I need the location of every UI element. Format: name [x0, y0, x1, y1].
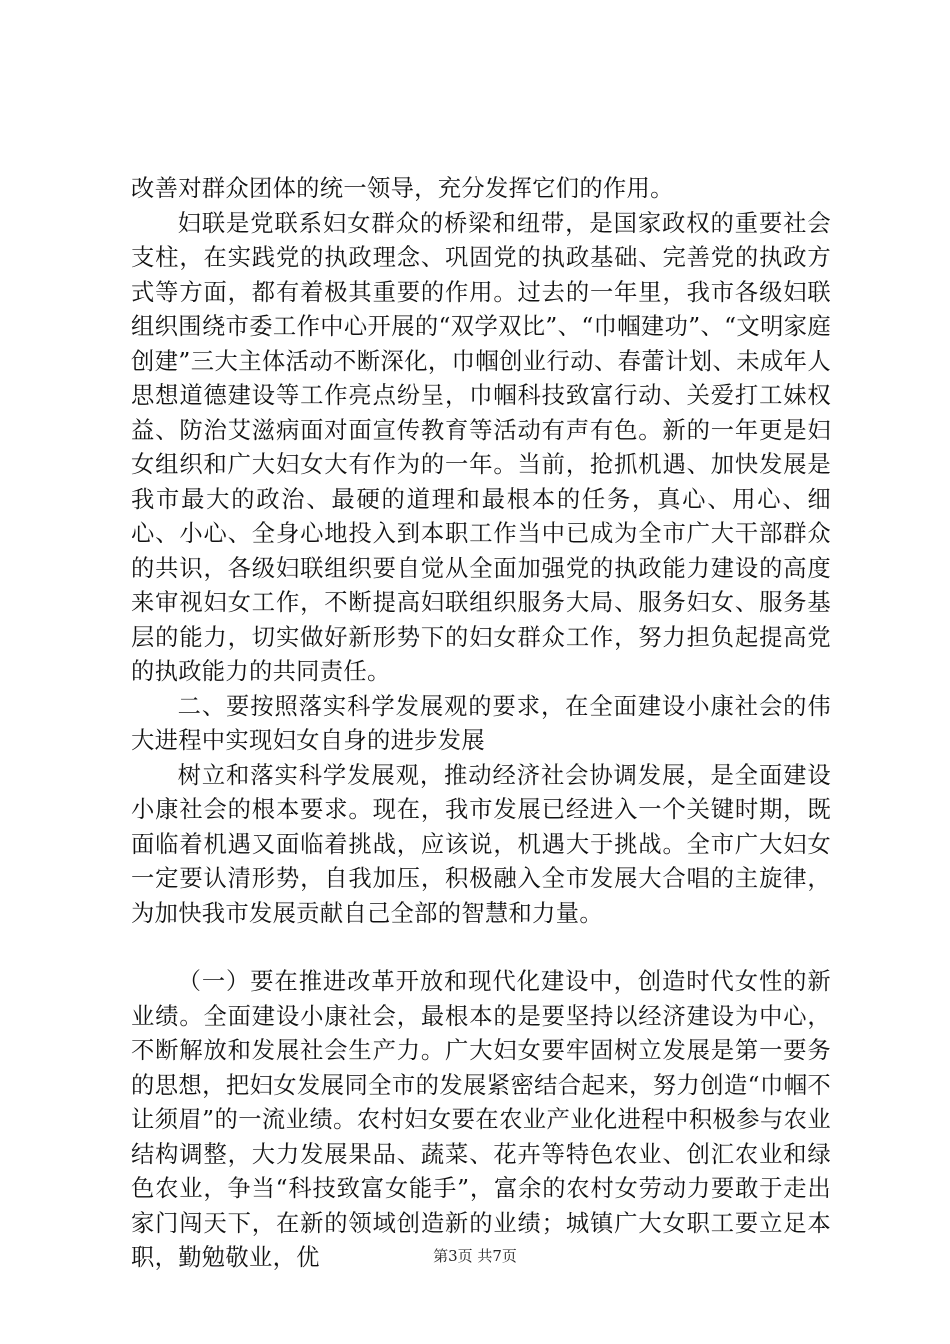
paragraph-subsection-one: （一）要在推进改革开放和现代化建设中，创造时代女性的新业绩。全面建设小康社会，最根本的是要坚持以经济建设为中心，不断解放和发展社会生产力。广大妇女要牢固树立发展是第一要务的思想，把妇女发展同全市的发展紧密结合起来，努力创造“巾帼不让须眉”的一流业绩。农村妇女要在农业产业化进程中积极参与农业结构调整，大力发展果品、蔬菜、花卉等特色农业、创汇农业和绿色农业，争当“科技致富女能手”，富余的农村女劳动力要敢于走出家门闯天下，在新的领域创造新的业绩；城镇广大女职工要立足本职，勤勉敬业，优	[131, 968, 831, 1271]
paragraph-continued: 改善对群众团体的统一领导，充分发挥它们的作用。	[131, 175, 674, 202]
paragraph-spacer	[131, 931, 831, 965]
page-number-footer: 第3页 共7页	[433, 1247, 517, 1265]
paragraph-scientific-development: 树立和落实科学发展观，推动经济社会协调发展，是全面建设小康社会的根本要求。现在，我市发展已经进入一个关键时期，既面临着机遇又面临着挑战，应该说，机遇大于挑战。全市广大妇女一定要认清形势，自我加压，积极融入全市发展大合唱的主旋律，为加快我市发展贡献自己全部的智慧和力量。	[131, 761, 831, 927]
section-heading-two: 二、要按照落实科学发展观的要求，在全面建设小康社会的伟大进程中实现妇女自身的进步发展	[131, 692, 831, 754]
paragraph-womens-federation: 妇联是党联系妇女群众的桥梁和纽带，是国家政权的重要社会支柱，在实践党的执政理念、巩固党的执政基础、完善党的执政方式等方面，都有着极其重要的作用。过去的一年里，我市各级妇联组织围绕市委工作中心开展的“双学双比”、“巾帼建功”、“文明家庭创建”三大主体活动不断深化，巾帼创业行动、春蕾计划、未成年人思想道德建设等工作亮点纷呈，巾帼科技致富行动、关爱打工妹权益、防治艾滋病面对面宣传教育等活动有声有色。新的一年更是妇女组织和广大妇女大有作为的一年。当前，抢抓机遇、加快发展是我市最大的政治、最硬的道理和最根本的任务，真心、用心、细心、小心、全身心地投入到本职工作当中已成为全市广大干部群众的共识，各级妇联组织要自觉从全面加强党的执政能力建设的高度来审视妇女工作，不断提高妇联组织服务大局、服务妇女、服务基层的能力，切实做好新形势下的妇女群众工作，努力担负起提高党的执政能力的共同责任。	[131, 209, 831, 685]
document-body	[131, 172, 831, 1276]
